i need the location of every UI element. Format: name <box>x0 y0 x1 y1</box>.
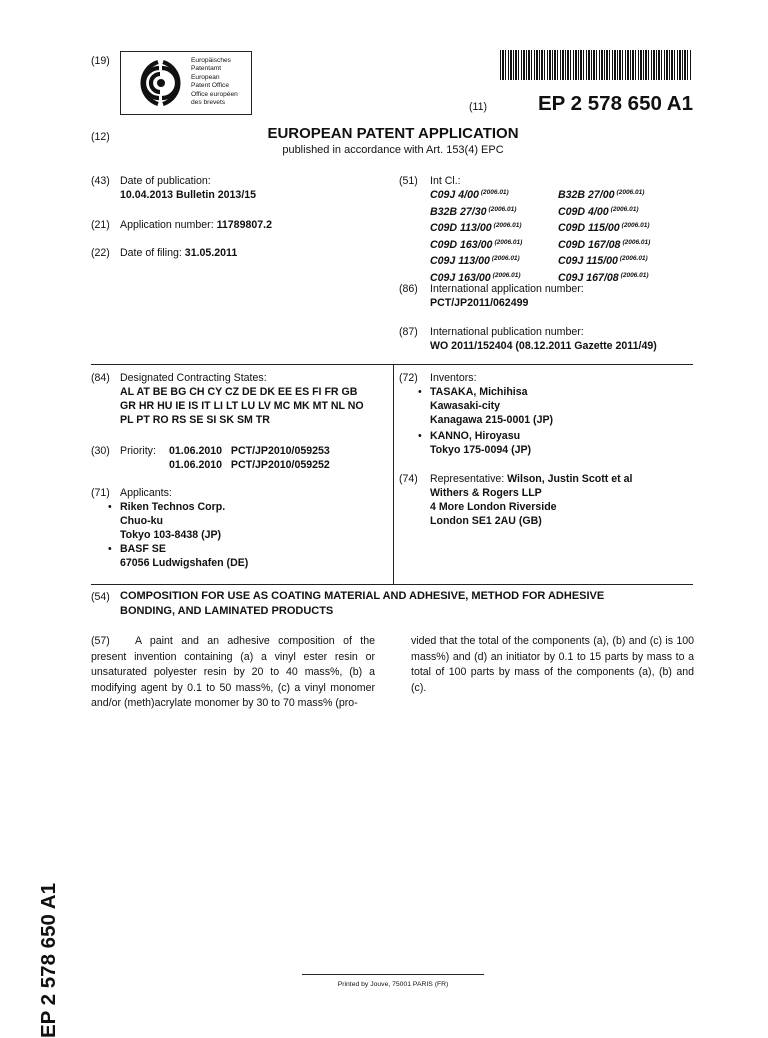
int-cl-code: B32B 27/00 <box>558 189 615 201</box>
doc-type: EUROPEAN PATENT APPLICATION <box>267 125 519 142</box>
applicant-line: BASF SE <box>120 543 166 555</box>
inventor <box>430 385 553 427</box>
int-cl-code: C09J 163/00 <box>430 271 491 284</box>
code-43: (43) <box>91 175 110 187</box>
int-cl-version: (2006.01) <box>610 205 639 213</box>
inventor-line: Kanagawa 215-0001 (JP) <box>430 414 554 426</box>
applicant-line: Chuo-ku <box>120 515 163 527</box>
int-cl-label: Int Cl.: <box>430 175 461 187</box>
states-label: Designated Contracting States: <box>120 372 267 384</box>
divider <box>393 364 394 584</box>
representative-line: London SE1 2AU (GB) <box>430 515 542 527</box>
int-cl-code: C09D 113/00 <box>430 222 492 235</box>
office-line: Europäisches <box>191 57 231 64</box>
code-51: (51) <box>399 175 418 187</box>
bullet: • <box>418 430 422 442</box>
representative-address <box>430 486 557 528</box>
states-list <box>120 385 364 427</box>
inventor-line: Kawasaki-city <box>430 400 501 412</box>
int-cl-row <box>430 203 686 220</box>
priority-date: 01.06.2010 <box>169 459 223 471</box>
int-cl-row <box>430 186 686 203</box>
title-line: COMPOSITION FOR USE AS COATING MATERIAL AND ADHESIVE, METHOD FOR ADHESIVE <box>120 590 605 602</box>
priority-label: Priority: <box>120 445 156 457</box>
states-line: PL PT RO RS SE SI SK SM TR <box>120 414 270 426</box>
int-cl-code: C09D 163/00 <box>430 238 493 251</box>
office-line: Patent Office <box>191 82 229 90</box>
divider <box>91 584 693 585</box>
int-cl-version: (2006.01) <box>620 271 649 279</box>
abstract-col-1: A paint and an adhesive composition of the present invention containing (a) a vinyl ester resin or unsaturated polyester resin by 20 to 40 mass%, (b) a modifying agent by 0.1 to 50 mass%, (c) a vinyl monomer and/or (meth)acrylate monomer by 30 to 70 mass% (pro- <box>91 635 375 710</box>
code-71: (71) <box>91 487 110 499</box>
code-72: (72) <box>399 372 418 384</box>
inventor-line: TASAKA, Michihisa <box>430 386 528 398</box>
abstract-col-2: vided that the total of the components (a), (b) and (c) is 100 mass%) and (d) an initiator by 0.1 to 15 parts by mass to a total of 100 parts by mass of the components (a), (b) and (c). <box>411 635 694 694</box>
int-cl-code: C09D 115/00 <box>558 222 620 235</box>
inventors-label: Inventors: <box>430 372 477 384</box>
int-cl-version: (2006.01) <box>491 255 520 263</box>
intl-app-value: PCT/JP2011/062499 <box>430 297 529 309</box>
divider <box>91 364 693 365</box>
int-cl-code: C09J 4/00 <box>430 189 479 201</box>
representative-line: Withers & Rogers LLP <box>430 487 542 499</box>
int-cl-code: C09J 115/00 <box>558 255 618 268</box>
office-names <box>191 57 238 107</box>
int-cl-code: C09D 4/00 <box>558 205 609 218</box>
int-cl-version: (2006.01) <box>622 238 651 246</box>
intl-app-label: International application number: <box>430 283 584 295</box>
int-cl-code: B32B 27/30 <box>430 205 487 218</box>
applicant-line: Tokyo 103-8438 (JP) <box>120 529 222 541</box>
states-line: AL AT BE BG CH CY CZ DE DK EE ES FI FR GB <box>120 386 358 398</box>
app-number-label: Application number: <box>120 219 214 231</box>
code-22: (22) <box>91 247 110 259</box>
priority-entry <box>169 444 330 458</box>
app-number-row <box>120 218 272 232</box>
office-line: Patentamt <box>191 65 222 73</box>
int-cl-code: C09J 167/08 <box>558 271 619 284</box>
epo-logo-box <box>120 51 252 115</box>
publication-number: EP 2 578 650 A1 <box>538 92 694 115</box>
code-54: (54) <box>91 591 110 603</box>
inventor-line: Tokyo 175-0094 (JP) <box>430 444 532 456</box>
title-line: BONDING, AND LAMINATED PRODUCTS <box>120 605 334 617</box>
int-cl-row <box>430 219 686 236</box>
int-cl-version: (2006.01) <box>488 205 517 213</box>
intl-pub-label: International publication number: <box>430 326 584 338</box>
representative-label: Representative: <box>430 473 505 485</box>
priority-entry <box>169 458 330 472</box>
app-number-value: 11789807.2 <box>216 219 272 231</box>
int-cl-version: (2006.01) <box>621 222 650 230</box>
int-cl-code: C09J 113/00 <box>430 255 490 268</box>
filing-label: Date of filing: <box>120 247 182 259</box>
int-cl-version: (2006.01) <box>616 189 645 196</box>
applicant-line: 67056 Ludwigshafen (DE) <box>120 557 249 569</box>
code-84: (84) <box>91 372 110 384</box>
office-line: des brevets <box>191 99 226 107</box>
date-pub-value: 10.04.2013 Bulletin 2013/15 <box>120 189 257 201</box>
applicants-label: Applicants: <box>120 487 172 499</box>
footer-rule <box>302 974 484 975</box>
filing-row <box>120 246 237 260</box>
int-cl-version: (2006.01) <box>493 222 522 230</box>
office-line: Office européen <box>191 90 238 98</box>
invention-title <box>120 589 693 619</box>
int-cl-version: (2006.01) <box>619 255 648 263</box>
code-57: (57) <box>91 635 110 647</box>
code-86: (86) <box>399 283 418 295</box>
side-publication-number: EP 2 578 650 A1 <box>37 882 60 1038</box>
applicant <box>120 500 225 542</box>
intl-pub-value: WO 2011/152404 (08.12.2011 Gazette 2011/49) <box>430 340 657 352</box>
code-12: (12) <box>91 131 110 143</box>
inventor-line: KANNO, Hiroyasu <box>430 430 521 442</box>
int-cl-version: (2006.01) <box>480 189 509 196</box>
int-cl-row <box>430 252 686 269</box>
priority-date: 01.06.2010 <box>169 445 223 457</box>
applicant <box>120 542 248 570</box>
int-cl-table <box>430 186 686 286</box>
code-21: (21) <box>91 219 110 231</box>
bullet: • <box>108 501 112 513</box>
date-pub-label: Date of publication: <box>120 175 211 187</box>
int-cl-version: (2006.01) <box>492 271 521 279</box>
code-87: (87) <box>399 326 418 338</box>
bullet: • <box>108 543 112 555</box>
states-line: GR HR HU IE IS IT LI LT LU LV MC MK MT NL NO <box>120 400 364 412</box>
epo-logo-icon <box>125 56 183 110</box>
priority-ref: PCT/JP2010/059252 <box>230 459 330 471</box>
representative-line: 4 More London Riverside <box>430 501 557 513</box>
doc-subtitle: published in accordance with Art. 153(4) EPC <box>282 144 504 156</box>
filing-value: 31.05.2011 <box>184 247 238 259</box>
priority-ref: PCT/JP2010/059253 <box>230 445 330 457</box>
office-line: European <box>191 73 220 81</box>
code-19: (19) <box>91 55 110 67</box>
bullet: • <box>418 386 422 398</box>
int-cl-version: (2006.01) <box>494 238 523 246</box>
code-11: (11) <box>469 101 488 113</box>
inventor <box>430 429 531 457</box>
printer-note: Printed by Jouve, 75001 PARIS (FR) <box>337 981 449 988</box>
code-30: (30) <box>91 445 110 457</box>
int-cl-code: C09D 167/08 <box>558 238 621 251</box>
code-74: (74) <box>399 473 418 485</box>
barcode-icon <box>500 50 692 80</box>
representative-name: Wilson, Justin Scott et al <box>507 473 633 485</box>
representative-row <box>430 472 632 486</box>
int-cl-row <box>430 236 686 253</box>
applicant-line: Riken Technos Corp. <box>120 501 226 513</box>
